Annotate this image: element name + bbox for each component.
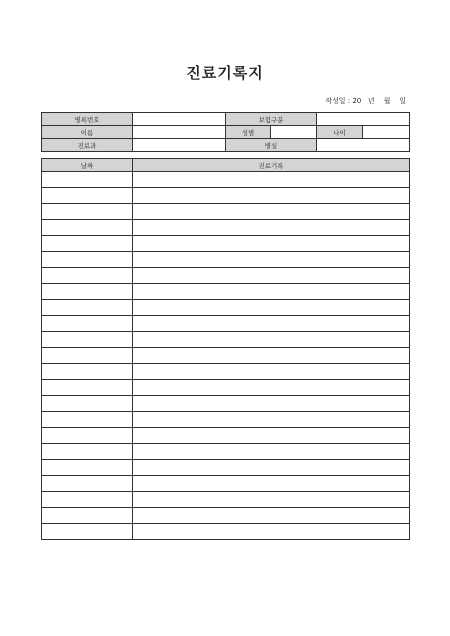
department-field[interactable] xyxy=(133,139,226,152)
table-row xyxy=(42,444,410,460)
department-label: 진료과 xyxy=(42,139,133,152)
date-cell[interactable] xyxy=(42,412,133,428)
record-cell[interactable] xyxy=(133,380,410,396)
table-row xyxy=(42,332,410,348)
table-row xyxy=(42,204,410,220)
table-row xyxy=(42,348,410,364)
record-cell[interactable] xyxy=(133,476,410,492)
table-row xyxy=(42,284,410,300)
age-field[interactable] xyxy=(363,126,410,139)
table-row xyxy=(42,428,410,444)
record-cell[interactable] xyxy=(133,204,410,220)
date-cell[interactable] xyxy=(42,364,133,380)
date-line: 작성일 : 20 년 월 일 xyxy=(325,97,406,105)
patient-info-table xyxy=(41,112,410,152)
insurance-label: 보험구분 xyxy=(226,113,317,126)
record-cell[interactable] xyxy=(133,348,410,364)
date-cell[interactable] xyxy=(42,188,133,204)
date-cell[interactable] xyxy=(42,524,133,540)
date-cell[interactable] xyxy=(42,220,133,236)
gender-label: 성별 xyxy=(226,126,271,139)
table-row xyxy=(42,508,410,524)
record-cell[interactable] xyxy=(133,220,410,236)
table-row xyxy=(42,412,410,428)
table-row xyxy=(42,236,410,252)
record-cell[interactable] xyxy=(133,332,410,348)
date-cell[interactable] xyxy=(42,428,133,444)
age-label: 나이 xyxy=(317,126,363,139)
record-cell[interactable] xyxy=(133,284,410,300)
table-row xyxy=(42,220,410,236)
date-cell[interactable] xyxy=(42,204,133,220)
gender-field[interactable] xyxy=(271,126,317,139)
name-field[interactable] xyxy=(133,126,226,139)
record-cell[interactable] xyxy=(133,428,410,444)
record-cell[interactable] xyxy=(133,188,410,204)
record-column-header: 진료기록 xyxy=(133,159,410,172)
insurance-field[interactable] xyxy=(317,113,410,126)
date-cell[interactable] xyxy=(42,236,133,252)
record-no-label: 병록번호 xyxy=(42,113,133,126)
table-row xyxy=(42,316,410,332)
date-cell[interactable] xyxy=(42,348,133,364)
date-cell[interactable] xyxy=(42,284,133,300)
record-cell[interactable] xyxy=(133,316,410,332)
table-row xyxy=(42,188,410,204)
date-cell[interactable] xyxy=(42,332,133,348)
ward-label: 병실 xyxy=(226,139,317,152)
table-row xyxy=(42,524,410,540)
date-cell[interactable] xyxy=(42,396,133,412)
record-cell[interactable] xyxy=(133,300,410,316)
table-row xyxy=(42,476,410,492)
date-column-header: 날짜 xyxy=(42,159,133,172)
record-cell[interactable] xyxy=(133,444,410,460)
name-label: 이름 xyxy=(42,126,133,139)
record-cell[interactable] xyxy=(133,396,410,412)
table-row xyxy=(42,172,410,188)
date-cell[interactable] xyxy=(42,476,133,492)
record-cell[interactable] xyxy=(133,524,410,540)
record-cell[interactable] xyxy=(133,412,410,428)
date-cell[interactable] xyxy=(42,172,133,188)
record-cell[interactable] xyxy=(133,492,410,508)
table-row xyxy=(42,300,410,316)
table-row xyxy=(42,396,410,412)
date-cell[interactable] xyxy=(42,492,133,508)
date-cell[interactable] xyxy=(42,316,133,332)
date-cell[interactable] xyxy=(42,300,133,316)
record-no-field[interactable] xyxy=(133,113,226,126)
table-row xyxy=(42,364,410,380)
table-row xyxy=(42,380,410,396)
ward-field[interactable] xyxy=(317,139,410,152)
date-cell[interactable] xyxy=(42,380,133,396)
record-cell[interactable] xyxy=(133,236,410,252)
record-cell[interactable] xyxy=(133,268,410,284)
table-row xyxy=(42,252,410,268)
table-row xyxy=(42,268,410,284)
record-cell[interactable] xyxy=(133,172,410,188)
date-cell[interactable] xyxy=(42,444,133,460)
records-table xyxy=(41,158,410,540)
date-cell[interactable] xyxy=(42,252,133,268)
table-row xyxy=(42,492,410,508)
table-row xyxy=(42,460,410,476)
date-cell[interactable] xyxy=(42,460,133,476)
page-title: 진료기록지 xyxy=(186,64,264,82)
record-cell[interactable] xyxy=(133,364,410,380)
record-cell[interactable] xyxy=(133,460,410,476)
record-cell[interactable] xyxy=(133,508,410,524)
record-cell[interactable] xyxy=(133,252,410,268)
date-cell[interactable] xyxy=(42,268,133,284)
date-cell[interactable] xyxy=(42,508,133,524)
